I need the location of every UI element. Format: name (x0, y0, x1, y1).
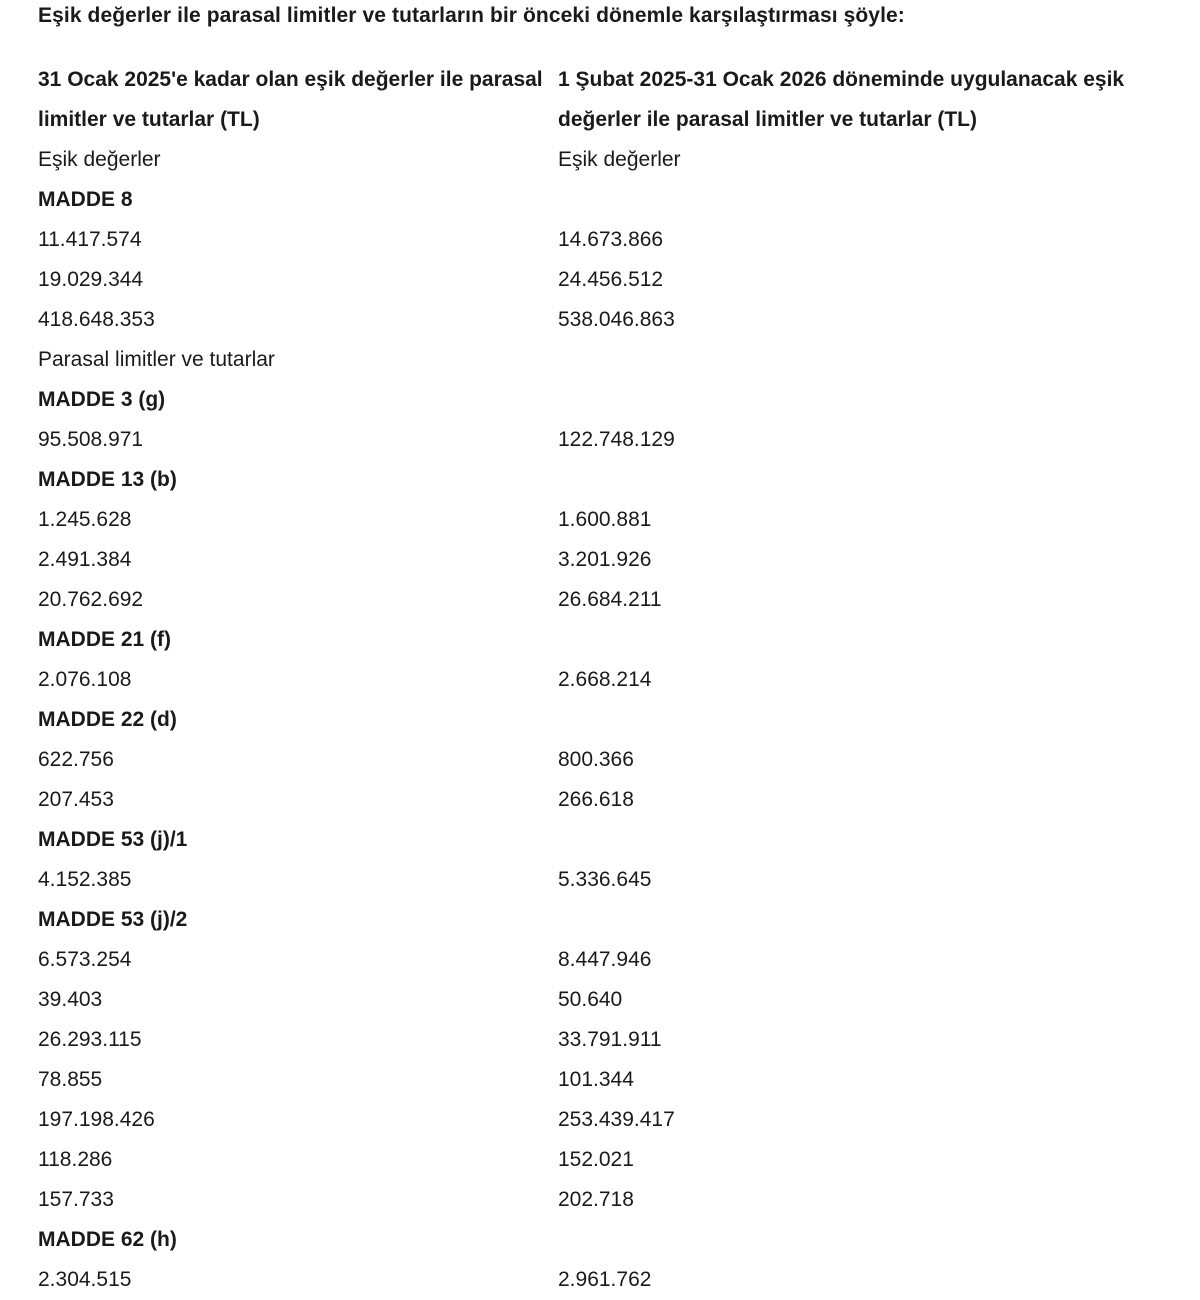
section-heading-row (38, 380, 1188, 420)
table-row (38, 420, 1188, 460)
previous-period-cell: 2.491.384 (38, 548, 132, 571)
new-period-cell: 152.021 (558, 1148, 634, 1171)
table-row (38, 780, 1188, 820)
table-row (38, 1060, 1188, 1100)
new-period-cell: 24.456.512 (558, 268, 664, 291)
header-new-period: 1 Şubat 2025-31 Ocak 2026 döneminde uygulanacak eşik değerler ile parasal limitler ve tutarlar (TL) (558, 68, 1125, 131)
table-row (38, 500, 1188, 540)
category-label-row (38, 340, 1188, 380)
table-row (38, 1260, 1188, 1300)
intro-heading: Eşik değerler ile parasal limitler ve tutarların bir önceki dönemle karşılaştırması şöyle: (38, 4, 905, 27)
table-row (38, 1020, 1188, 1060)
previous-period-cell: MADDE 3 (g) (38, 388, 166, 411)
table-row (38, 260, 1188, 300)
previous-period-cell: 78.855 (38, 1068, 103, 1091)
table-row (38, 1140, 1188, 1180)
new-period-cell: 2.668.214 (558, 668, 652, 691)
new-period-cell: 3.201.926 (558, 548, 652, 571)
section-heading-row (38, 1220, 1188, 1260)
new-period-cell: 8.447.946 (558, 948, 652, 971)
previous-period-cell: 20.762.692 (38, 588, 144, 611)
new-period-cell: 1.600.881 (558, 508, 652, 531)
new-period-cell: 26.684.211 (558, 588, 662, 611)
category-label-row (38, 140, 1188, 180)
section-heading-row (38, 900, 1188, 940)
previous-period-cell: 6.573.254 (38, 948, 132, 971)
previous-period-cell: 11.417.574 (38, 228, 142, 251)
new-period-cell: 5.336.645 (558, 868, 652, 891)
section-heading-row (38, 820, 1188, 860)
table-row (38, 220, 1188, 260)
table-row (38, 740, 1188, 780)
previous-period-cell: Eşik değerler (38, 148, 161, 171)
table-row (38, 660, 1188, 700)
new-period-cell: 253.439.417 (558, 1108, 675, 1131)
previous-period-cell: 2.304.515 (38, 1268, 132, 1291)
header-previous-period: 31 Ocak 2025'e kadar olan eşik değerler ile parasal limitler ve tutarlar (TL) (38, 68, 543, 131)
table-row (38, 540, 1188, 580)
previous-period-cell: MADDE 22 (d) (38, 708, 177, 731)
new-period-cell: 122.748.129 (558, 428, 675, 451)
previous-period-cell: Parasal limitler ve tutarlar (38, 348, 275, 371)
previous-period-cell: MADDE 21 (f) (38, 628, 172, 651)
previous-period-cell: 39.403 (38, 988, 103, 1011)
new-period-cell: 800.366 (558, 748, 634, 771)
previous-period-cell: 1.245.628 (38, 508, 132, 531)
previous-period-cell: 95.508.971 (38, 428, 144, 451)
previous-period-cell: MADDE 8 (38, 188, 133, 211)
new-period-cell: 14.673.866 (558, 228, 664, 251)
table-body (38, 140, 1188, 1300)
new-period-cell: 538.046.863 (558, 308, 675, 331)
new-period-cell: Eşik değerler (558, 148, 681, 171)
comparison-table (38, 60, 1188, 1300)
section-heading-row (38, 700, 1188, 740)
previous-period-cell: 418.648.353 (38, 308, 155, 331)
previous-period-cell: MADDE 13 (b) (38, 468, 177, 491)
new-period-cell: 50.640 (558, 988, 623, 1011)
table-row (38, 580, 1188, 620)
table-header (38, 60, 1188, 140)
table-row (38, 940, 1188, 980)
previous-period-cell: MADDE 62 (h) (38, 1228, 177, 1251)
previous-period-cell: 2.076.108 (38, 668, 132, 691)
new-period-cell: 266.618 (558, 788, 634, 811)
table-row (38, 1100, 1188, 1140)
new-period-cell: 2.961.762 (558, 1268, 652, 1291)
previous-period-cell: 26.293.115 (38, 1028, 142, 1051)
previous-period-cell: 207.453 (38, 788, 114, 811)
previous-period-cell: 197.198.426 (38, 1108, 155, 1131)
table-row (38, 980, 1188, 1020)
previous-period-cell: 4.152.385 (38, 868, 132, 891)
previous-period-cell: 157.733 (38, 1188, 114, 1211)
section-heading-row (38, 180, 1188, 220)
previous-period-cell: 622.756 (38, 748, 114, 771)
new-period-cell: 101.344 (558, 1068, 634, 1091)
section-heading-row (38, 460, 1188, 500)
table-row (38, 860, 1188, 900)
section-heading-row (38, 620, 1188, 660)
previous-period-cell: 118.286 (38, 1148, 113, 1171)
new-period-cell: 202.718 (558, 1188, 634, 1211)
new-period-cell: 33.791.911 (558, 1028, 662, 1051)
previous-period-cell: MADDE 53 (j)/1 (38, 828, 188, 851)
previous-period-cell: 19.029.344 (38, 268, 144, 291)
table-row (38, 300, 1188, 340)
table-row (38, 1180, 1188, 1220)
previous-period-cell: MADDE 53 (j)/2 (38, 908, 188, 931)
